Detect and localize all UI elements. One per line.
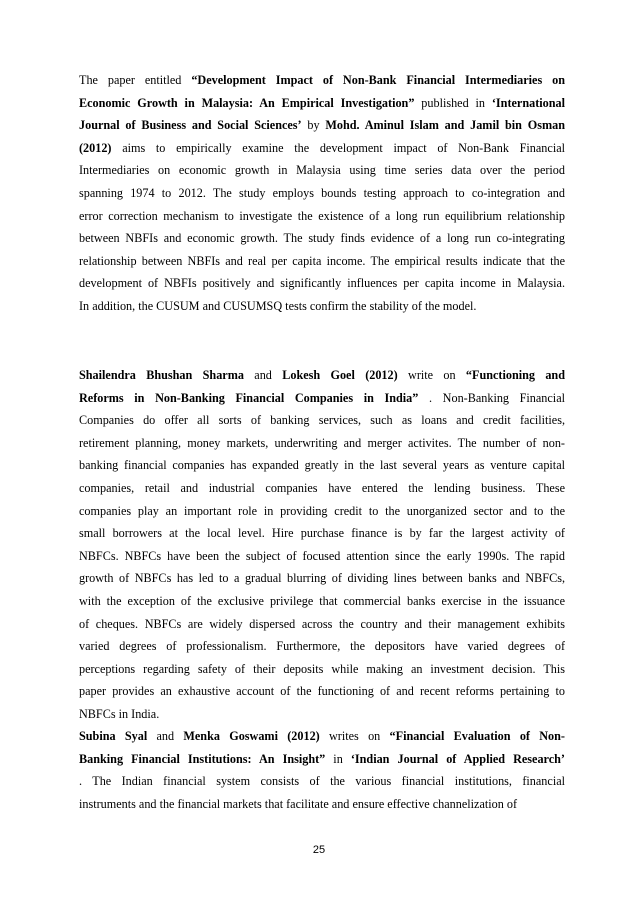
bold-text: (2012) [79, 140, 112, 155]
bold-text: “Development Impact of Non-Bank Financial Intermediaries on [191, 73, 565, 87]
paragraph-sharma-goel [79, 364, 565, 726]
bold-text: “Functioning and [465, 368, 565, 382]
text-line [79, 770, 565, 793]
text-run: . The Indian financial system consists of the various financial institutions, financial [79, 774, 565, 789]
text-run: varied degrees of professionalism. Furthermore, the depositors have varied degrees of [79, 639, 565, 654]
text-run: relationship between NBFIs and real per capita income. The empirical results indicate that the [79, 253, 565, 268]
text-run: published in [414, 95, 492, 110]
text-run: by [301, 118, 326, 133]
text-run: in [325, 751, 351, 766]
text-run: spanning 1974 to 2012. The study employs bounds testing approach to co-integration and [79, 185, 565, 200]
text-line [79, 703, 565, 726]
text-line [79, 432, 565, 455]
text-run: NBFCs. NBFCs have been the subject of focused attention since the early 1990s. The rapid [79, 548, 565, 563]
text-line [79, 680, 565, 703]
text-run: of cheques. NBFCs are widely dispersed across the country and their management exhibits [79, 616, 565, 631]
text-run: between NBFIs and economic growth. The study finds evidence of a long run co-integrating [79, 231, 565, 246]
text-run: companies play an important role in providing credit to the unorganized sector and to the [79, 503, 565, 518]
bold-text: Shailendra Bhushan Sharma [79, 368, 244, 382]
text-line [79, 92, 565, 115]
text-run: small borrowers at the local level. Hire purchase finance is by far the largest activity of [79, 526, 565, 541]
text-line [79, 545, 565, 568]
bold-text: Mohd. Aminul Islam and Jamil bin Osman [325, 118, 565, 133]
text-run: The paper entitled [79, 73, 192, 87]
text-line [79, 364, 565, 387]
text-run: . Non-Banking Financial [418, 390, 565, 405]
text-line [79, 250, 565, 273]
text-run: write on [397, 368, 466, 382]
text-line [79, 477, 565, 500]
text-run: error correction mechanism to investigate the existence of a long run equilibrium relationship [79, 208, 565, 223]
text-line [79, 725, 565, 748]
text-run: paper provides an exhaustive account of the functioning of and recent reforms pertaining to [79, 684, 565, 699]
bold-text: ‘International [491, 95, 565, 110]
text-line [79, 387, 565, 410]
text-run: companies, retail and industrial companies have entered the lending business. These [79, 480, 565, 495]
text-line [79, 114, 565, 137]
text-line [79, 567, 565, 590]
text-line [79, 227, 565, 250]
text-line [79, 409, 565, 432]
text-line [79, 500, 565, 523]
bold-text: Journal of Business and Social Sciences’ [79, 118, 302, 133]
text-line [79, 159, 565, 182]
text-run: In addition, the CUSUM and CUSUMSQ tests confirm the stability of the model. [79, 298, 477, 313]
bold-text: Subina Syal [79, 729, 148, 743]
bold-text: Reforms in Non-Banking Financial Companies in India” [79, 390, 419, 405]
text-run: NBFCs in India. [79, 706, 160, 721]
text-line [79, 205, 565, 228]
paragraph-islam-osman [79, 69, 565, 318]
text-run: instruments and the financial markets that facilitate and ensure effective channelization of [79, 796, 518, 811]
text-line [79, 295, 565, 318]
bold-text: Menka Goswami (2012) [183, 729, 320, 743]
text-run: writes on [319, 729, 390, 743]
text-line [79, 69, 565, 92]
text-run: with the exception of the exclusive privilege that commercial banks exercise in the issuance [79, 593, 565, 608]
page-number: 25 [312, 844, 326, 856]
text-run: banking financial companies has expanded greatly in the last several years as venture capital [79, 458, 565, 473]
bold-text: Economic Growth in Malaysia: An Empirical Investigation” [79, 95, 415, 110]
bold-text: Lokesh Goel (2012) [282, 368, 398, 382]
text-line [79, 658, 565, 681]
bold-text: ‘Indian Journal of Applied Research’ [350, 751, 565, 766]
text-run: growth of NBFCs has led to a gradual blurring of dividing lines between banks and NBFCs, [79, 571, 565, 586]
text-run: aims to empirically examine the development impact of Non-Bank Financial [111, 140, 565, 155]
text-line [79, 590, 565, 613]
text-line [79, 748, 565, 771]
bold-text: Banking Financial Institutions: An Insight” [79, 751, 326, 766]
bold-text: “Financial Evaluation of Non- [389, 729, 565, 743]
text-line [79, 613, 565, 636]
text-line [79, 272, 565, 295]
text-run: perceptions regarding safety of their deposits while making an investment decision. This [79, 661, 565, 676]
text-line [79, 454, 565, 477]
text-run: Intermediaries on economic growth in Malaysia using time series data over the period [79, 163, 565, 178]
text-run: development of NBFIs positively and significantly influences per capita income in Malaysia. [79, 276, 565, 291]
text-line [79, 635, 565, 658]
text-line [79, 182, 565, 205]
text-run: Companies do offer all sorts of banking services, such as loans and credit facilities, [79, 413, 565, 428]
text-run: and [147, 729, 184, 743]
paragraph-syal-goswami [79, 725, 565, 815]
text-line [79, 137, 565, 160]
text-line [79, 522, 565, 545]
text-line [79, 793, 565, 816]
text-run: retirement planning, money markets, underwriting and merger activites. The number of non- [79, 435, 565, 450]
text-run: and [243, 368, 283, 382]
